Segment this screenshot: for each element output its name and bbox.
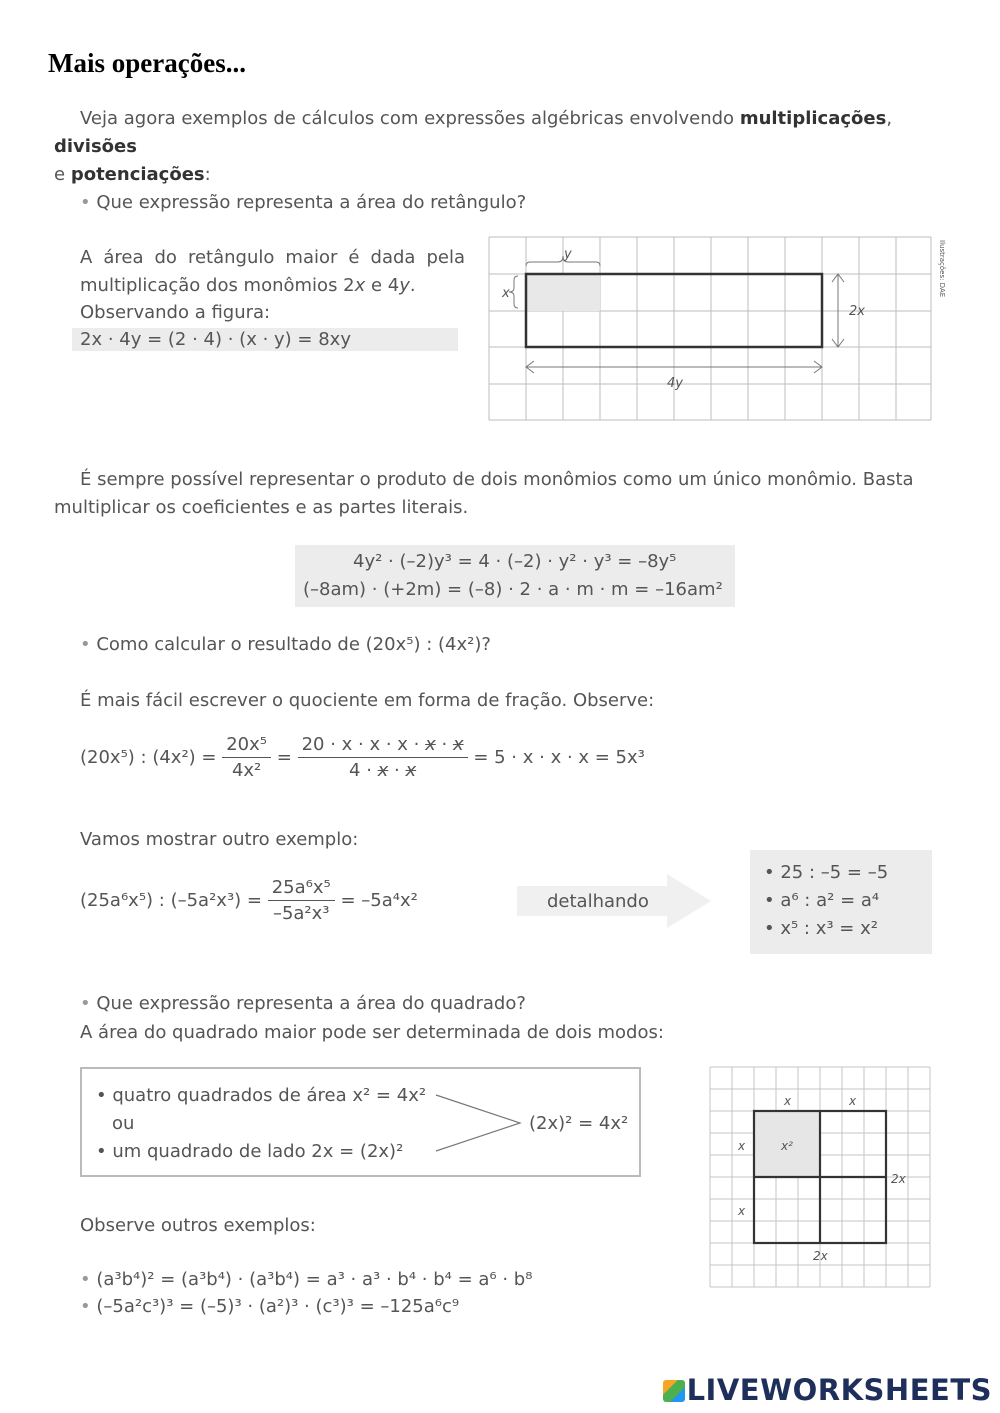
unit-cell-shade <box>526 274 600 311</box>
f2-den-cancel-1: x <box>377 760 389 781</box>
example2-den: –5a²x³ <box>272 903 330 924</box>
rect-line2-x: x <box>354 275 366 296</box>
label-y: y <box>564 247 572 262</box>
example2-rhs: = –5a⁴x² <box>340 890 418 911</box>
left-label-x-1: x <box>738 1139 746 1153</box>
detalhando-label: detalhando <box>547 891 649 912</box>
example2-lhs: (25a⁶x⁵) : (–5a²x³) = <box>80 890 262 911</box>
others-example-1: • (a³b⁴)² = (a³b⁴) · (a³b⁴) = a³ · a³ · b⁴ · b⁴ = a⁶ · b⁸ <box>80 1269 532 1290</box>
method-1: • quatro quadrados de área x² = 4x² <box>96 1085 427 1106</box>
detail-3: • x⁵ : x³ = x² <box>764 918 878 939</box>
product-eq2: (–8am) · (+2m) = (–8) · 2 · a · m · m = –16am² <box>303 579 723 600</box>
square-result: (2x)² = 4x² <box>529 1113 629 1134</box>
f2-num-cancel-2: x <box>452 734 464 755</box>
logo-icon <box>663 1380 685 1402</box>
bottom-label-2x: 2x <box>813 1249 828 1263</box>
square-figure <box>709 1066 933 1288</box>
top-label-x-2: x <box>849 1094 857 1108</box>
label-4y: 4y <box>667 376 683 391</box>
division-text: É mais fácil escrever o quociente em forma de fração. Observe: <box>80 690 655 711</box>
others-example-2: • (–5a²c³)³ = (–5)³ · (a²)³ · (c³)³ = –125a⁶c⁹ <box>80 1296 459 1317</box>
detail-2: • a⁶ : a² = a⁴ <box>764 890 880 911</box>
detail-1: • 25 : –5 = –5 <box>764 862 889 883</box>
example2-fraction <box>268 877 335 924</box>
division-lhs: (20x⁵) : (4x²) = <box>80 747 217 768</box>
rect-line2-a: multiplicação dos monômios 2 <box>80 275 355 296</box>
rect-line2-y: y <box>399 275 410 296</box>
f2-den-cancel-2: x <box>405 760 417 781</box>
division-question: • Como calcular o resultado de (20x⁵) : (4x²)? <box>80 634 491 655</box>
intro-bold-1: multiplicações <box>739 108 887 129</box>
division-eq-sign: = <box>276 747 292 768</box>
rect-line3: Observando a figura: <box>80 302 271 323</box>
product-eq1: 4y² · (–2)y³ = 4 · (–2) · y² · y³ = –8y⁵ <box>353 551 677 572</box>
rect-line2-c: . <box>409 275 416 296</box>
product-paragraph <box>54 466 930 522</box>
liveworksheets-logo[interactable] <box>663 1373 992 1407</box>
example2-text: Vamos mostrar outro exemplo: <box>80 829 359 850</box>
f2-num-a: 20 · x · x · x · <box>301 734 426 755</box>
intro-paragraph <box>54 105 944 189</box>
label-x: x <box>502 286 510 301</box>
top-label-x-1: x <box>784 1094 792 1108</box>
example2-equation <box>80 877 418 924</box>
detail-1-text: 25 : –5 = –5 <box>780 862 889 883</box>
division-fraction-1 <box>222 734 271 781</box>
cell-label-x2: x² <box>781 1139 793 1153</box>
product-box <box>295 545 735 607</box>
rect-formula: 2x · 4y = (2 · 4) · (x · y) = 8xy <box>72 328 458 351</box>
rect-line2-b: e 4 <box>365 275 400 296</box>
rect-line2 <box>80 272 416 300</box>
square-question: • Que expressão representa a área do quadrado? <box>80 993 526 1014</box>
f1-num: 20x⁵ <box>222 734 271 758</box>
intro-sep: , <box>886 108 893 129</box>
division-equation <box>80 734 645 781</box>
method-or: ou <box>112 1113 135 1134</box>
intro-bold-3: potenciações <box>70 164 205 185</box>
intro-text-1: Veja agora exemplos de cálculos com expressões algébricas envolvendo <box>80 108 735 129</box>
method-1-text: quatro quadrados de área x² = 4x² <box>112 1085 427 1106</box>
division-fraction-2 <box>298 734 468 781</box>
rect-line1: A área do retângulo maior é dada pela <box>80 247 465 268</box>
illustration-credit: Ilustrações: DAE <box>938 240 946 298</box>
f2-num-dot: · <box>435 734 453 755</box>
label-2x: 2x <box>849 304 865 319</box>
rect-question: • Que expressão representa a área do retângulo? <box>80 192 526 213</box>
f2-den-dot: · <box>388 760 406 781</box>
division-rhs: = 5 · x · x · x = 5x³ <box>473 747 645 768</box>
grid-lines <box>489 237 931 420</box>
right-label-2x: 2x <box>891 1172 906 1186</box>
others-text: Observe outros exemplos: <box>80 1215 316 1236</box>
merge-lines <box>434 1091 524 1153</box>
product-line1: É sempre possível representar o produto de dois monômios como um único monômio. Basta <box>80 469 914 490</box>
page-title: Mais operações... <box>48 48 246 78</box>
details-box <box>750 850 932 954</box>
f2-num-cancel-1: x <box>425 734 436 755</box>
intro-bold-2: divisões <box>54 136 137 157</box>
left-label-x-2: x <box>738 1204 746 1218</box>
intro-end: : <box>204 164 211 185</box>
detail-2-text: a⁶ : a² = a⁴ <box>780 890 880 911</box>
product-line2: multiplicar os coeficientes e as partes literais. <box>54 497 469 518</box>
rectangle-figure <box>488 236 944 422</box>
detail-3-text: x⁵ : x³ = x² <box>780 918 878 939</box>
method-2-text: um quadrado de lado 2x = (2x)² <box>112 1141 404 1162</box>
x-brace <box>509 276 518 308</box>
square-methods-box <box>80 1067 641 1177</box>
f2-den <box>298 758 468 781</box>
method-2: • um quadrado de lado 2x = (2x)² <box>96 1141 404 1162</box>
f2-num <box>298 734 468 758</box>
intro-text-2: e <box>54 164 66 185</box>
square-text: A área do quadrado maior pode ser determinada de dois modos: <box>80 1022 664 1043</box>
f1-den: 4x² <box>231 760 262 781</box>
example2-num: 25a⁶x⁵ <box>268 877 335 901</box>
logo-text: LIVEWORKSHEETS <box>686 1373 992 1407</box>
f2-den-a: 4 · <box>349 760 378 781</box>
